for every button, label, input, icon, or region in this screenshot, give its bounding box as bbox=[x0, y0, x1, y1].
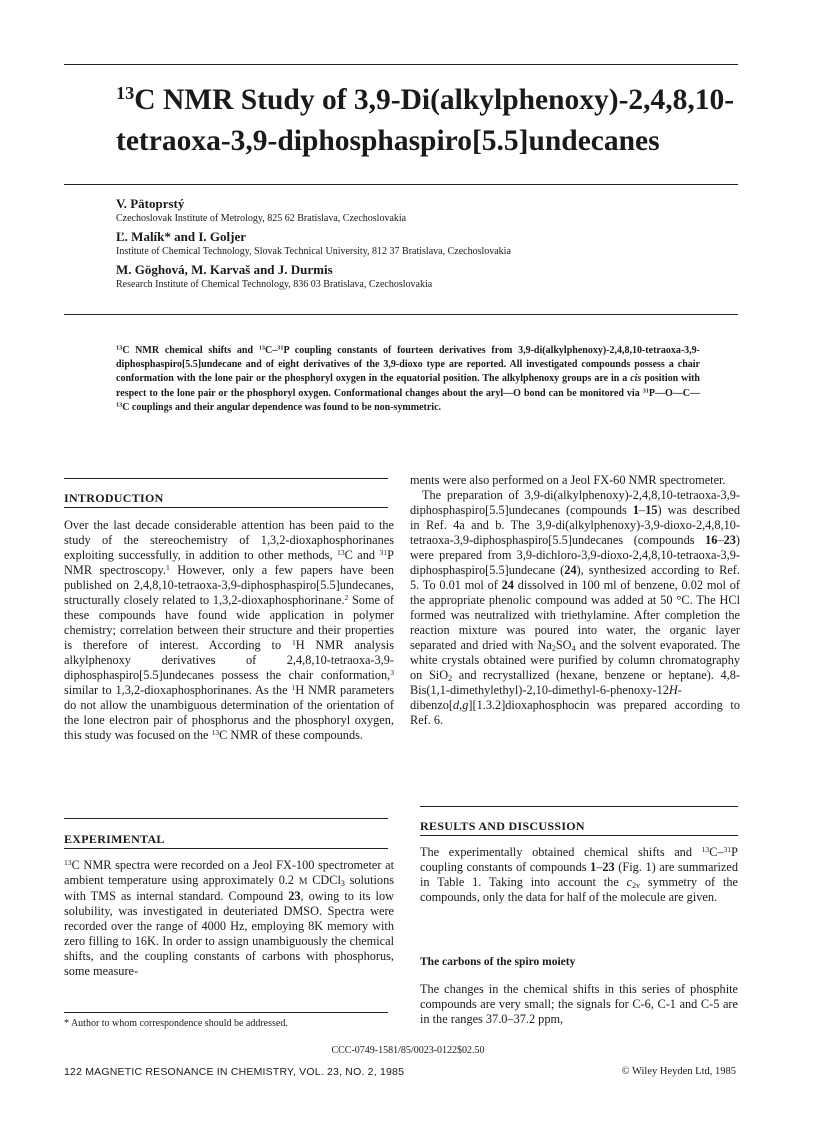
experimental-body bbox=[64, 858, 394, 979]
preparation-paragraph: The preparation of 3,9-di(alkylphenoxy)-2,4,8,10-tetraoxa-3,9-diphosphaspiro[5.5]undecanes (compounds 1–15) was described in Ref. 4a and b. The 3,9-di(alkylphenoxy)-3,9-dioxo-2,4,8,10-tetraoxa-3,9-diphosphaspiro[5.5]undecanes (compounds 16–23) were prepared from 3,9-dichloro-3,9-dioxo-2,4,8,10-tetraoxa-3,9-diphosphaspiro[5.5]undecane (24), synthesized according to Ref. 5. To 0.01 mol of 24 dissolved in 100 ml of benzene, 0.02 mol of the appropriate phenolic compound was added at 50 °C. The HCl formed was neutralized with triethylamine. After completion the reaction mixture was poured into water, the organic layer separated and dried with $Na_2SO_4$ and the solvent evaporated. The white crystals obtained were purified by column chromatography on SiO$_2$ and recrystallized (hexane, benzene or heptane). 4,8-Bis(1,1-dimethylethyl)-2,10-dimethyl-6-phenoxy-12H-dibenzo[d,g][1.3.2]dioxaphosphocin was prepared according to Ref. 6. bbox=[410, 488, 741, 727]
author-names: Ľ. Malík* and I. Goljer bbox=[116, 229, 247, 244]
introduction-paragraph: Over the last decade considerable attention has been paid to the study of the stereochemistry of 1,3,2-dioxaphosphorinanes exploiting successfully, in addition to other methods, $^{13}$C and $^{31}$P NMR spectroscopy.$^1$ However, only a few papers have been published on 2,4,8,10-tetraoxa-3,9-diphosphaspiro[5.5]undecanes, structurally closely related to 1,3,2-dioxaphosphorinane.$^2$ Some of these compounds have found wide application in polymer chemistry; correlation between their structure and their properties is therefore of interest. According to $^1$H NMR analysis alkylphenoxy derivatives of 2,4,8,10-tetraoxa-3,9-diphosphaspiro[5.5]undecanes possess the chair conformation,$^3$ similar to 1,3,2-dioxaphosphorinanes. As the $^1$H NMR parameters do not allow the unambiguous determination of the orientation of the lone electron pair of phosphorus and the phosphoryl oxygen, this study was focused on the $^{13}$C NMR of these compounds. bbox=[64, 518, 394, 742]
authors-bottom-rule bbox=[64, 314, 738, 315]
article-title bbox=[116, 80, 756, 162]
title-line-1: $^{13}$C NMR Study of 3,9-Di(alkylphenoxy)-2,4,8,10- bbox=[116, 82, 735, 116]
introduction-heading: INTRODUCTION bbox=[64, 491, 164, 505]
intro-heading-underline bbox=[64, 507, 388, 508]
title-isotope: 13 bbox=[116, 82, 135, 103]
copyright-notice: © Wiley Heyden Ltd, 1985 bbox=[621, 1066, 736, 1077]
continuation-paragraph: ments were also performed on a Jeol FX-60 NMR spectrometer. bbox=[410, 473, 726, 487]
experimental-heading: EXPERIMENTAL bbox=[64, 832, 165, 846]
author-affiliation: Institute of Chemical Technology, Slovak Technical University, 812 37 Bratislava, Czechoslovakia bbox=[116, 246, 511, 257]
results-heading-rule bbox=[420, 806, 738, 807]
author-names: V. Pätoprstý bbox=[116, 196, 185, 211]
spiro-body bbox=[420, 982, 738, 1027]
methods-continuation bbox=[410, 473, 740, 728]
abstract: $^{13}$C NMR chemical shifts and $^{13}$C–$^{31}$P coupling constants of fourteen derivatives from 3,9-di(alkylphenoxy)-2,4,8,10-tetraoxa-3,9-diphosphaspiro[5.5]undecane and of eight derivatives of the 3,9-dioxo type are reported. All investigated compounds possess a chair conformation with the lone pair or the phosphoryl oxygen in the equatorial position. The alkylphenoxy groups are in a cis position with respect to the lone pair or the phosphoryl oxygen. Conformational changes about the aryl—O bond can be monitored via $^{31}$P—O—C—$^{13}$C couplings and their angular dependence was found to be non-symmetric. bbox=[116, 344, 701, 413]
author-names: M. Göghová, M. Karvaš and J. Durmis bbox=[116, 262, 333, 277]
author-block bbox=[116, 196, 736, 295]
introduction-body bbox=[64, 518, 394, 743]
spiro-subheading: The carbons of the spiro moiety bbox=[420, 956, 576, 968]
results-body bbox=[420, 845, 738, 905]
intro-heading-rule bbox=[64, 478, 388, 479]
footnote-rule bbox=[64, 1012, 388, 1013]
experimental-heading-rule bbox=[64, 818, 388, 819]
title-bottom-rule bbox=[64, 184, 738, 185]
spiro-paragraph: The changes in the chemical shifts in this series of phosphite compounds are very small; the signals for C-6, C-1 and C-5 are in the ranges 37.0–37.2 ppm, bbox=[420, 982, 738, 1026]
footnote: * Author to whom correspondence should be addressed. bbox=[64, 1018, 288, 1029]
author-affiliation: Czechoslovak Institute of Metrology, 825 62 Bratislava, Czechoslovakia bbox=[116, 213, 407, 224]
experimental-heading-underline bbox=[64, 848, 388, 849]
doi-code: CCC-0749-1581/85/0023-0122$02.50 bbox=[331, 1045, 485, 1056]
author-group-3 bbox=[116, 262, 736, 291]
experimental-paragraph: $^{13}$C NMR spectra were recorded on a Jeol FX-100 spectrometer at ambient temperature using approximately 0.2 M CDCl$_3$ solutions with TMS as internal standard. Compound 23, owing to its low solubility, was investigated in deuteriated DMSO. Spectra were recorded over the range of 4000 Hz, employing 8K memory with zero filling to 16K. In order to assign unambiguously the chemical shifts, and the coupling constants of carbons with phosphorus, some measure- bbox=[64, 857, 394, 978]
author-affiliation: Research Institute of Chemical Technology, 836 03 Bratislava, Czechoslovakia bbox=[116, 279, 433, 290]
results-heading-underline bbox=[420, 835, 738, 836]
results-heading: RESULTS AND DISCUSSION bbox=[420, 819, 585, 833]
top-rule bbox=[64, 64, 738, 65]
results-paragraph: The experimentally obtained chemical shifts and $^{13}$C–$^{31}$P coupling constants of compounds 1–23 (Fig. 1) are summarized in Table 1. Taking into account the $c_{2v}$ symmetry of the compounds, only the data for half of the molecule are given. bbox=[420, 844, 739, 904]
journal-footer: 122 MAGNETIC RESONANCE IN CHEMISTRY, VOL. 23, NO. 2, 1985 bbox=[64, 1066, 405, 1078]
author-group-1 bbox=[116, 196, 736, 225]
author-group-2 bbox=[116, 229, 736, 258]
title-line-2: tetraoxa-3,9-diphosphaspiro[5.5]undecanes bbox=[116, 125, 660, 157]
